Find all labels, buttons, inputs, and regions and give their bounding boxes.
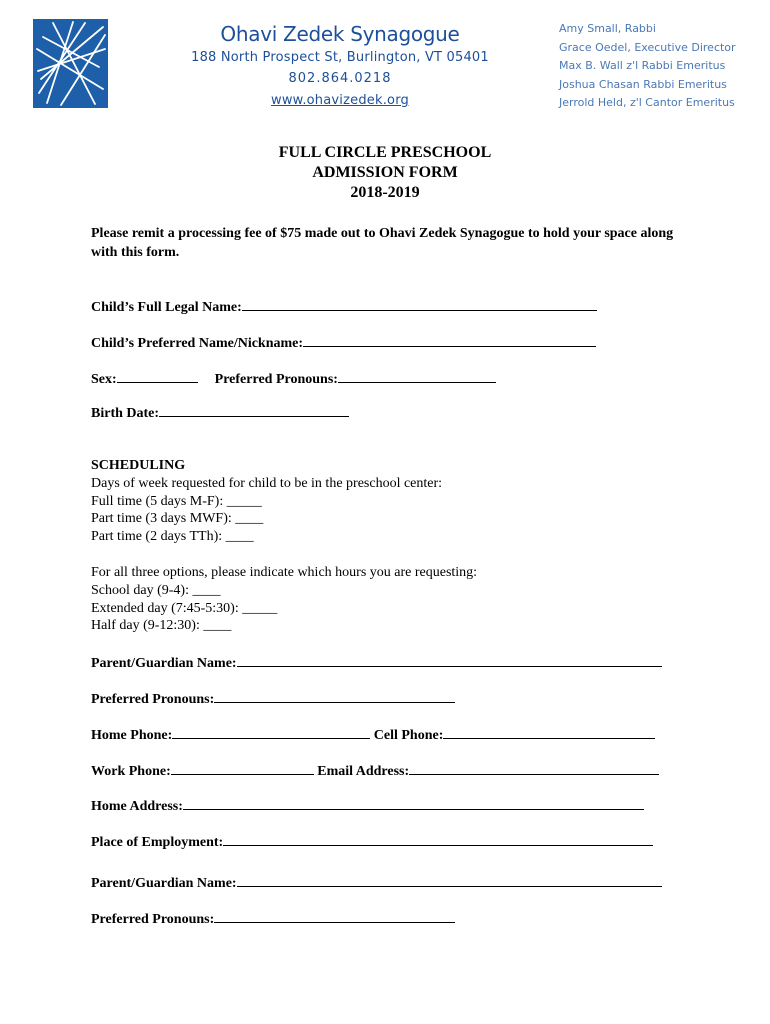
staff-item: Jerrold Held, z'l Cantor Emeritus bbox=[559, 96, 735, 109]
home-phone-field[interactable] bbox=[172, 724, 370, 739]
star-logo-icon bbox=[33, 19, 108, 108]
cell-phone-label: Cell Phone: bbox=[373, 728, 444, 743]
home-address-label: Home Address: bbox=[91, 799, 183, 814]
child-legal-name-label: Child’s Full Legal Name: bbox=[91, 300, 242, 315]
email-label: Email Address: bbox=[317, 764, 410, 779]
organization-phone: 802.864.0218 bbox=[288, 71, 392, 86]
child-legal-name-field[interactable] bbox=[242, 296, 597, 311]
sex-pronouns-row bbox=[91, 368, 496, 388]
part-time-3-option[interactable]: Part time (3 days MWF): ____ bbox=[91, 511, 264, 527]
child-preferred-name-label: Child’s Preferred Name/Nickname: bbox=[91, 336, 304, 351]
staff-item: Grace Oedel, Executive Director bbox=[559, 40, 736, 54]
home-phone-label: Home Phone: bbox=[91, 728, 173, 743]
parent2-name-field[interactable] bbox=[237, 872, 662, 887]
parent2-name-label: Parent/Guardian Name: bbox=[91, 876, 237, 891]
parent1-pronouns-label: Preferred Pronouns: bbox=[91, 692, 215, 707]
fee-note: Please remit a processing fee of $75 made out to Ohavi Zedek Synagogue to hold your space along with this form. bbox=[91, 226, 674, 260]
parent1-work-email-row bbox=[91, 760, 659, 780]
organization-address: 188 North Prospect St, Burlington, VT 05401 bbox=[191, 50, 489, 65]
full-time-option[interactable]: Full time (5 days M-F): _____ bbox=[91, 493, 262, 509]
cell-phone-field[interactable] bbox=[443, 724, 655, 739]
organization-name: Ohavi Zedek Synagogue bbox=[220, 22, 460, 46]
parent2-pronouns-row bbox=[91, 908, 455, 928]
child-preferred-name-row bbox=[91, 332, 596, 352]
part-time-2-option[interactable]: Part time (2 days TTh): ____ bbox=[91, 529, 254, 545]
form-title bbox=[0, 143, 770, 203]
work-phone-label: Work Phone: bbox=[91, 764, 171, 779]
employment-row bbox=[91, 831, 653, 851]
synagogue-logo bbox=[33, 19, 108, 108]
parent2-name-row bbox=[91, 872, 662, 892]
employment-field[interactable] bbox=[223, 831, 653, 846]
days-intro: Days of week requested for child to be in the preschool center: bbox=[91, 475, 443, 491]
parent1-pronouns-field[interactable] bbox=[214, 688, 455, 703]
sex-field[interactable] bbox=[117, 368, 198, 383]
staff-list bbox=[559, 20, 736, 113]
scheduling-section bbox=[91, 457, 442, 546]
sex-label: Sex: bbox=[91, 372, 117, 387]
birth-date-row bbox=[91, 402, 349, 422]
form-title-line: FULL CIRCLE PRESCHOOL bbox=[278, 144, 492, 161]
parent1-name-label: Parent/Guardian Name: bbox=[91, 656, 237, 671]
birth-date-field[interactable] bbox=[159, 402, 349, 417]
staff-item: Amy Small, Rabbi bbox=[559, 22, 656, 35]
school-day-option[interactable]: School day (9-4): ____ bbox=[91, 582, 221, 598]
hours-section bbox=[91, 564, 477, 635]
parent2-pronouns-label: Preferred Pronouns: bbox=[91, 912, 215, 927]
parent1-name-row bbox=[91, 652, 662, 672]
extended-day-option[interactable]: Extended day (7:45-5:30): _____ bbox=[91, 600, 278, 616]
birth-date-label: Birth Date: bbox=[91, 406, 160, 421]
work-phone-field[interactable] bbox=[171, 760, 314, 775]
form-title-line: ADMISSION FORM bbox=[312, 164, 458, 181]
employment-label: Place of Employment: bbox=[91, 835, 224, 850]
child-pronouns-label: Preferred Pronouns: bbox=[214, 372, 338, 387]
child-legal-name-row bbox=[91, 296, 597, 316]
staff-item: Max B. Wall z'l Rabbi Emeritus bbox=[559, 59, 726, 72]
organization-header bbox=[160, 22, 520, 108]
email-field[interactable] bbox=[409, 760, 659, 775]
form-title-line: 2018-2019 bbox=[350, 184, 420, 201]
child-pronouns-field[interactable] bbox=[338, 368, 496, 383]
hours-intro: For all three options, please indicate which hours you are requesting: bbox=[91, 565, 478, 580]
parent2-pronouns-field[interactable] bbox=[214, 908, 455, 923]
organization-website-link[interactable]: www.ohavizedek.org bbox=[271, 93, 409, 108]
child-preferred-name-field[interactable] bbox=[303, 332, 596, 347]
scheduling-heading: SCHEDULING bbox=[91, 458, 186, 473]
parent1-phones-row bbox=[91, 724, 655, 744]
home-address-row bbox=[91, 795, 644, 815]
parent1-pronouns-row bbox=[91, 688, 455, 708]
home-address-field[interactable] bbox=[183, 795, 644, 810]
staff-item: Joshua Chasan Rabbi Emeritus bbox=[559, 77, 727, 91]
half-day-option[interactable]: Half day (9-12:30): ____ bbox=[91, 618, 232, 634]
parent1-name-field[interactable] bbox=[237, 652, 662, 667]
